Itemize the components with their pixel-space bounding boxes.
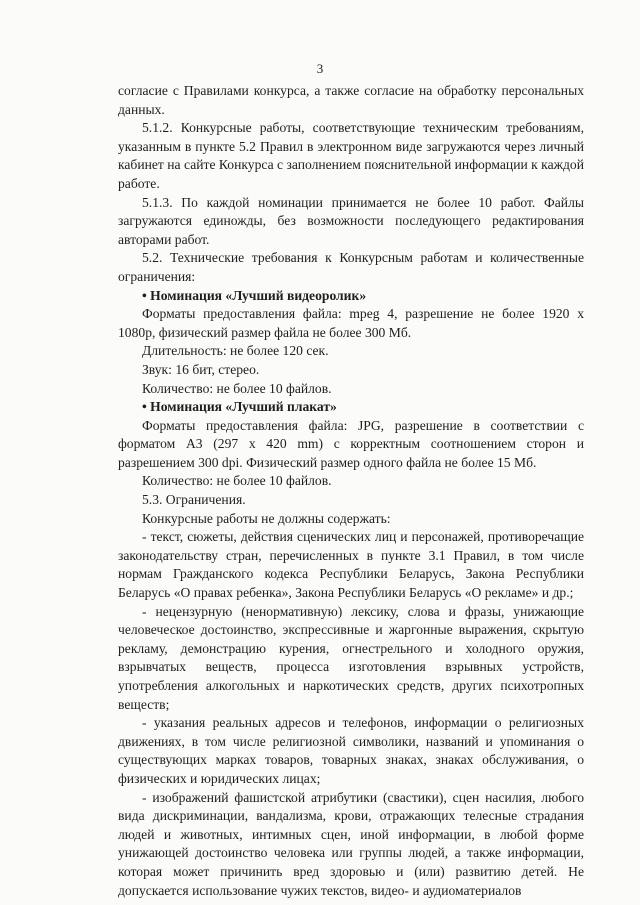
paragraph-5-3: 5.3. Ограничения.	[142, 492, 246, 508]
paragraph-consent: согласие с Правилами конкурса, а также согласие на обработку персональных данных.	[118, 83, 584, 117]
paragraph-5-1-3: 5.1.3. По каждой номинации принимается не более 10 работ. Файлы загружаются единожды, без возможности последующего редактирования авторами работ.	[118, 194, 584, 247]
document-body	[118, 82, 584, 900]
video-formats: Форматы предоставления файла: mpeg 4, разрешение не более 1920 x 1080p, физический размер файла не более 300 Мб.	[118, 306, 584, 340]
poster-formats: Форматы предоставления файла: JPG, разрешение в соответствии с форматом А3 (297 x 420 mm) с корректным соотношением сторон и разрешением 300 dpi. Физический размер одного файла не более 15 Мб.	[118, 417, 584, 470]
restriction-item-3: - указания реальных адресов и телефонов, информации о религиозных движениях, в том числе религиозной символики, названий и упоминания о существующих марках товаров, товарных знаках, знаках обслуживания, о физических и юридических лицах;	[118, 715, 584, 786]
video-quantity: Количество: не более 10 файлов.	[142, 380, 332, 396]
paragraph-5-2: 5.2. Технические требования к Конкурсным работам и количественные ограничения:	[118, 250, 584, 284]
nomination-video-heading: • Номинация «Лучший видеоролик»	[142, 287, 367, 303]
video-duration: Длительность: не более 120 сек.	[142, 343, 329, 359]
restriction-item-1: - текст, сюжеты, действия сценических лиц и персонажей, противоречащие законодательству стран, перечисленных в пункте 3.1 Правил, в том числе нормам Гражданского кодекса Республики Беларусь, Закона Республики Беларусь «О правах ребенка», Закона Республики Беларусь «О рекламе» и др.;	[118, 529, 584, 601]
paragraph-5-1-2: 5.1.2. Конкурсные работы, соответствующие техническим требованиям, указанным в пункте 5.2 Правил в электронном виде загружаются через личный кабинет на сайте Конкурса с заполнением пояснительной информации к каждой работе.	[118, 120, 584, 191]
poster-quantity: Количество: не более 10 файлов.	[142, 473, 332, 489]
restriction-item-2: - нецензурную (ненормативную) лексику, слова и фразы, унижающие человеческое достоинство, экспрессивные и жаргонные выражения, скрытую рекламу, демонстрацию курения, огнестрельного и холодного оружия, взрывчатых веществ, процесса изготовления взрывных устройств, употребления алкогольных и наркотических средств, других психотропных веществ;	[118, 603, 584, 712]
restrictions-intro: Конкурсные работы не должны содержать:	[142, 510, 391, 526]
video-sound: Звук: 16 бит, стерео.	[142, 361, 260, 377]
nomination-poster-heading: • Номинация «Лучший плакат»	[142, 399, 337, 415]
page-number: 3	[316, 61, 324, 76]
restriction-item-4: - изображений фашистской атрибутики (свастики), сцен насилия, любого вида дискриминации, вандализма, крови, отражающих телесные страдания людей и животных, интимных сцен, иной информации, в любой форме унижающей достоинство человека или группы людей, а также информации, которая может причинить вред здоровью и (или) развитию детей. Не допускается использование чужих текстов, видео- и аудиоматериалов	[118, 789, 584, 898]
